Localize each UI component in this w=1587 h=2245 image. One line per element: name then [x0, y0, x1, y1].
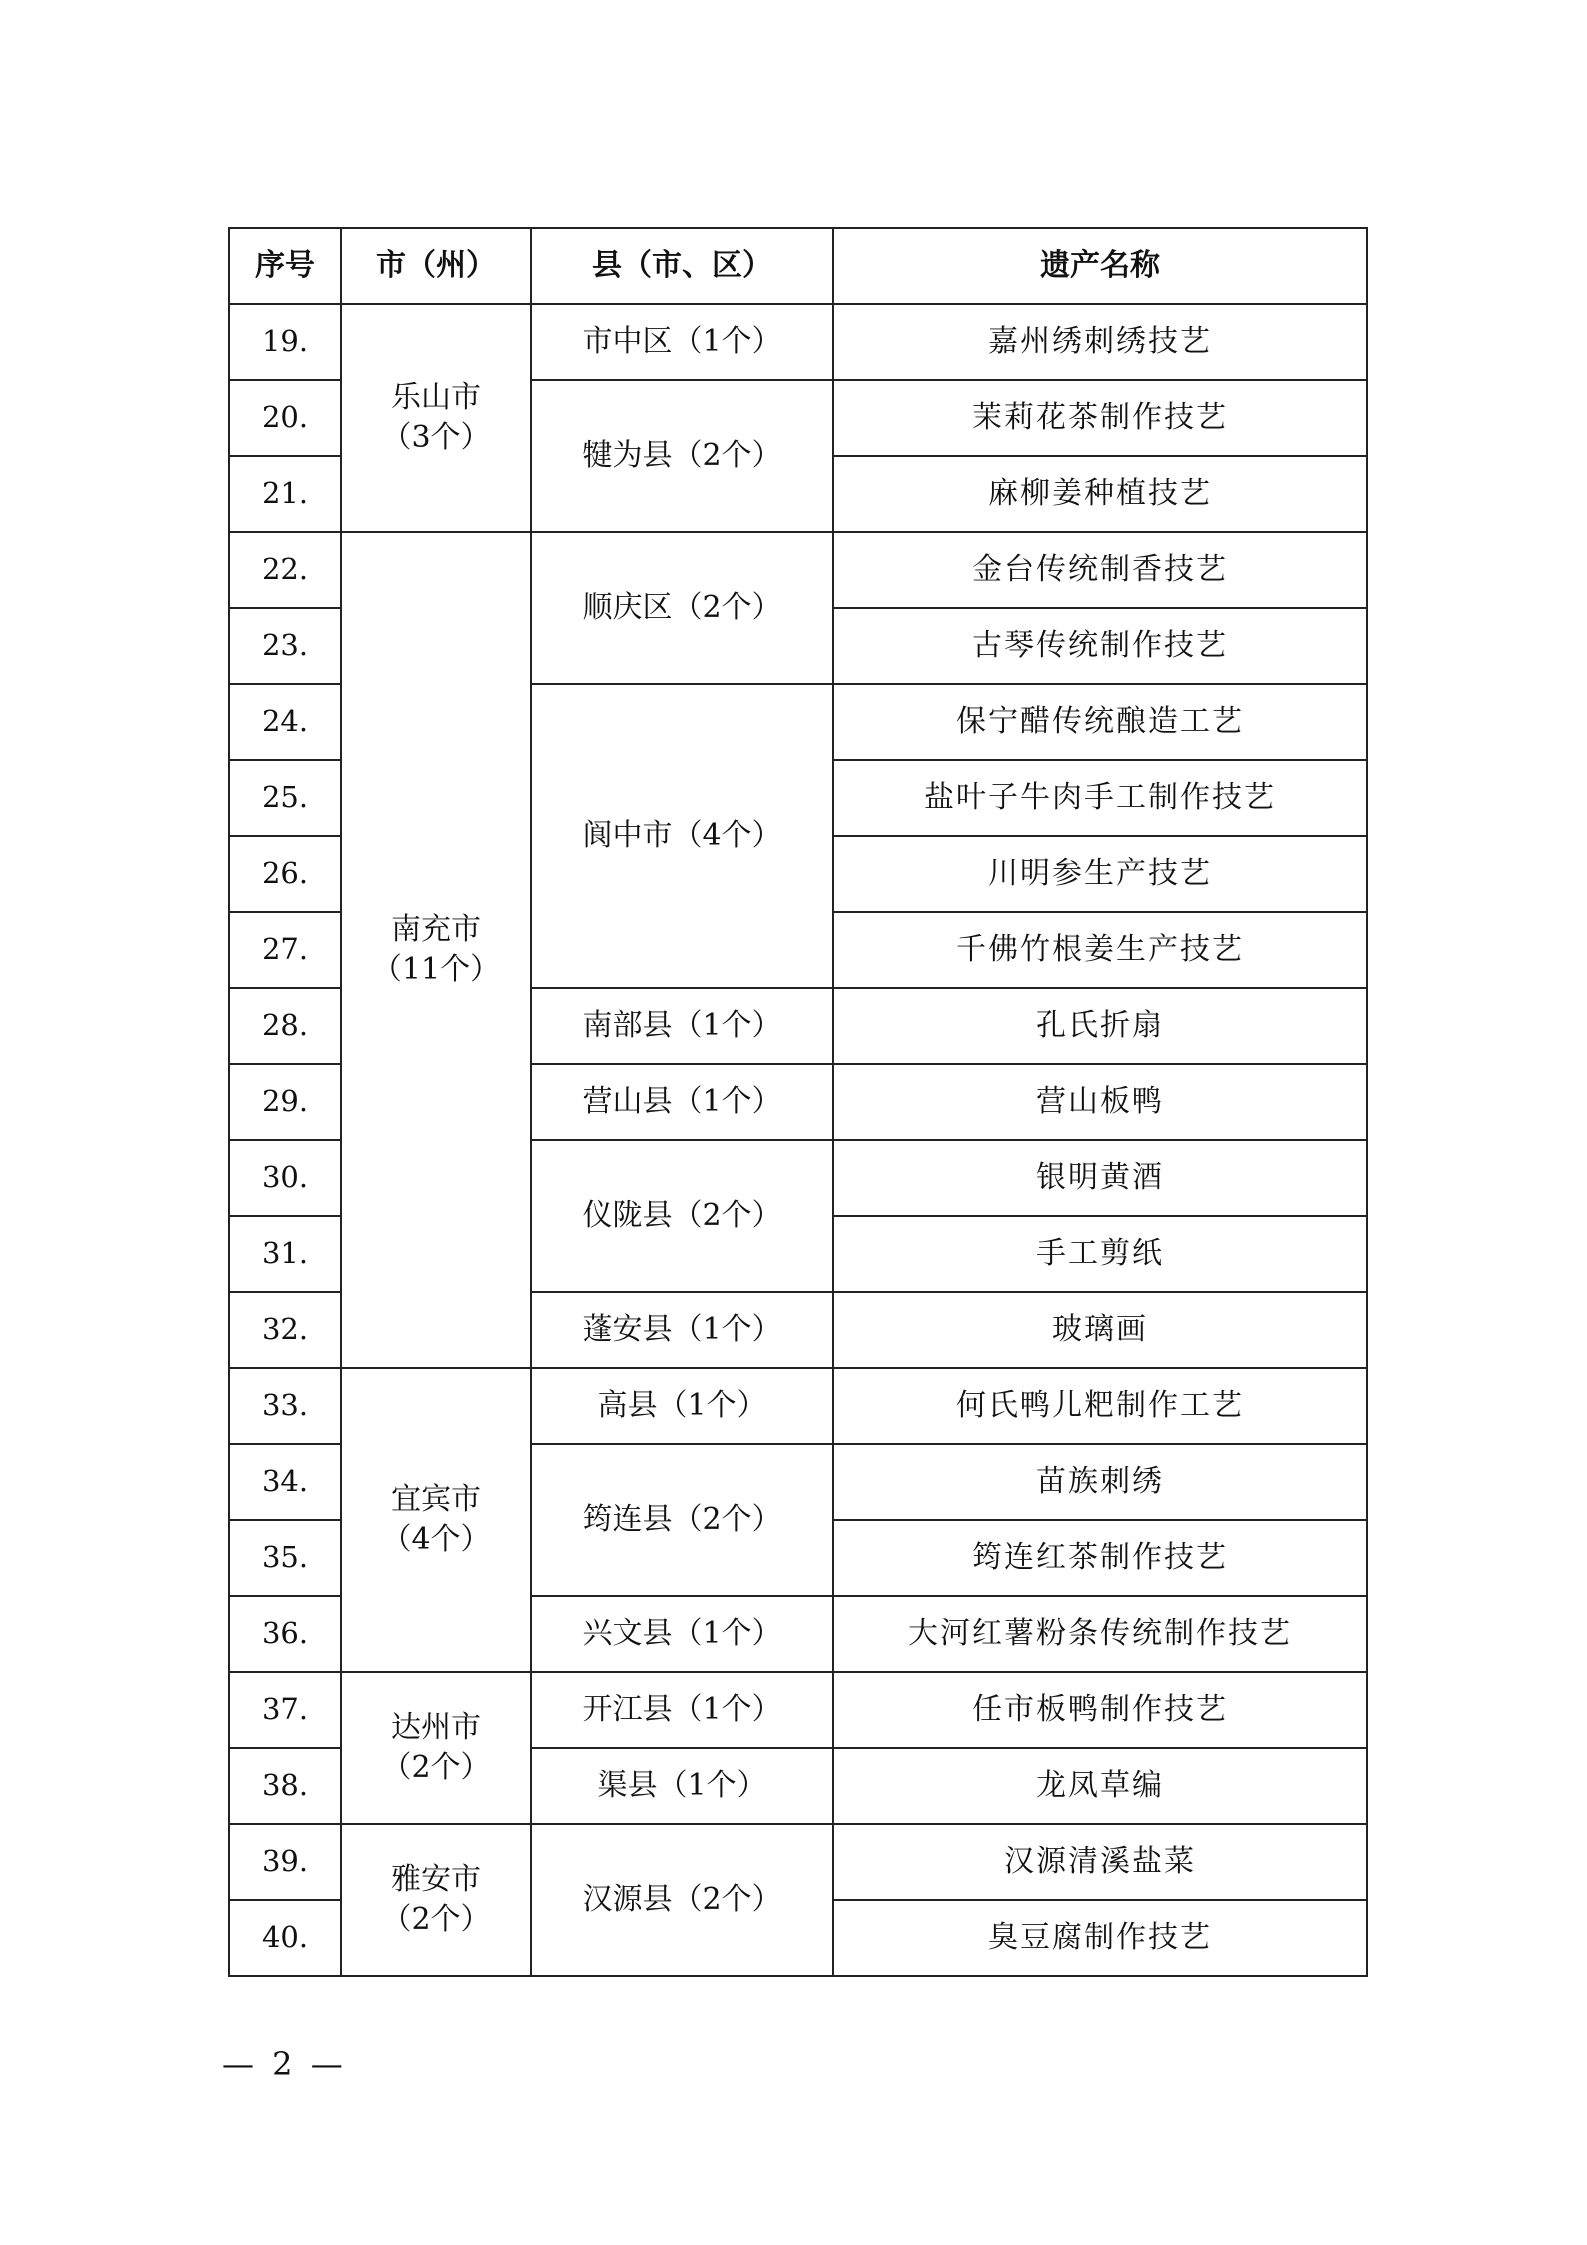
- city-cell: [341, 532, 531, 1368]
- row-index: 29.: [229, 1064, 341, 1140]
- table-header-row: [229, 228, 1367, 304]
- row-index: 34.: [229, 1444, 341, 1520]
- heritage-name: 银明黄酒: [833, 1140, 1367, 1216]
- table-row: [229, 304, 1367, 380]
- county-cell: 顺庆区（2个）: [531, 532, 833, 684]
- row-index: 20.: [229, 380, 341, 456]
- row-index: 31.: [229, 1216, 341, 1292]
- row-index: 30.: [229, 1140, 341, 1216]
- heritage-name: 汉源清溪盐菜: [833, 1824, 1367, 1900]
- row-index: 19.: [229, 304, 341, 380]
- row-index: 25.: [229, 760, 341, 836]
- heritage-name: 麻柳姜种植技艺: [833, 456, 1367, 532]
- header-county: 县（市、区）: [531, 228, 833, 304]
- row-index: 23.: [229, 608, 341, 684]
- row-index: 38.: [229, 1748, 341, 1824]
- row-index: 39.: [229, 1824, 341, 1900]
- heritage-name: 任市板鸭制作技艺: [833, 1672, 1367, 1748]
- county-cell: 阆中市（4个）: [531, 684, 833, 988]
- county-cell: 高县（1个）: [531, 1368, 833, 1444]
- heritage-name: 臭豆腐制作技艺: [833, 1900, 1367, 1976]
- row-index: 21.: [229, 456, 341, 532]
- county-cell: 开江县（1个）: [531, 1672, 833, 1748]
- heritage-name: 龙凤草编: [833, 1748, 1367, 1824]
- row-index: 26.: [229, 836, 341, 912]
- city-count: （4个）: [381, 1522, 491, 1557]
- county-cell: 汉源县（2个）: [531, 1824, 833, 1976]
- header-city: 市（州）: [341, 228, 531, 304]
- row-index: 33.: [229, 1368, 341, 1444]
- city-cell: [341, 1824, 531, 1976]
- county-cell: 营山县（1个）: [531, 1064, 833, 1140]
- county-cell: 筠连县（2个）: [531, 1444, 833, 1596]
- heritage-name: 保宁醋传统酿造工艺: [833, 684, 1367, 760]
- city-count: （2个）: [381, 1902, 491, 1937]
- county-cell: 仪陇县（2个）: [531, 1140, 833, 1292]
- heritage-name: 金台传统制香技艺: [833, 532, 1367, 608]
- county-cell: 市中区（1个）: [531, 304, 833, 380]
- city-cell: [341, 1368, 531, 1672]
- heritage-name: 千佛竹根姜生产技艺: [833, 912, 1367, 988]
- county-cell: 南部县（1个）: [531, 988, 833, 1064]
- row-index: 35.: [229, 1520, 341, 1596]
- city-name: 南充市: [391, 911, 481, 947]
- table-row: [229, 1672, 1367, 1748]
- city-count: （11个）: [371, 952, 501, 987]
- row-index: 37.: [229, 1672, 341, 1748]
- page-number: — 2 —: [222, 2045, 347, 2083]
- heritage-name: 川明参生产技艺: [833, 836, 1367, 912]
- heritage-name: 孔氏折扇: [833, 988, 1367, 1064]
- row-index: 22.: [229, 532, 341, 608]
- county-cell: 渠县（1个）: [531, 1748, 833, 1824]
- row-index: 24.: [229, 684, 341, 760]
- table-row: [229, 532, 1367, 608]
- city-cell: [341, 1672, 531, 1824]
- city-name: 雅安市: [391, 1861, 481, 1897]
- heritage-name: 手工剪纸: [833, 1216, 1367, 1292]
- header-heritage-name: 遗产名称: [833, 228, 1367, 304]
- heritage-name: 茉莉花茶制作技艺: [833, 380, 1367, 456]
- heritage-name: 嘉州绣刺绣技艺: [833, 304, 1367, 380]
- city-count: （3个）: [381, 420, 491, 455]
- heritage-name: 古琴传统制作技艺: [833, 608, 1367, 684]
- heritage-name: 大河红薯粉条传统制作技艺: [833, 1596, 1367, 1672]
- heritage-name: 玻璃画: [833, 1292, 1367, 1368]
- city-count: （2个）: [381, 1750, 491, 1785]
- heritage-name: 苗族刺绣: [833, 1444, 1367, 1520]
- row-index: 40.: [229, 1900, 341, 1976]
- county-cell: 犍为县（2个）: [531, 380, 833, 532]
- heritage-name: 筠连红茶制作技艺: [833, 1520, 1367, 1596]
- row-index: 28.: [229, 988, 341, 1064]
- city-name: 乐山市: [391, 379, 481, 415]
- heritage-name: 盐叶子牛肉手工制作技艺: [833, 760, 1367, 836]
- county-cell: 蓬安县（1个）: [531, 1292, 833, 1368]
- heritage-list-table: [228, 227, 1368, 1977]
- heritage-name: 何氏鸭儿粑制作工艺: [833, 1368, 1367, 1444]
- city-name: 宜宾市: [391, 1481, 481, 1517]
- heritage-name: 营山板鸭: [833, 1064, 1367, 1140]
- row-index: 32.: [229, 1292, 341, 1368]
- city-cell: [341, 304, 531, 532]
- header-index: 序号: [229, 228, 341, 304]
- table-row: [229, 1824, 1367, 1900]
- row-index: 27.: [229, 912, 341, 988]
- row-index: 36.: [229, 1596, 341, 1672]
- table-row: [229, 1368, 1367, 1444]
- county-cell: 兴文县（1个）: [531, 1596, 833, 1672]
- city-name: 达州市: [391, 1709, 481, 1745]
